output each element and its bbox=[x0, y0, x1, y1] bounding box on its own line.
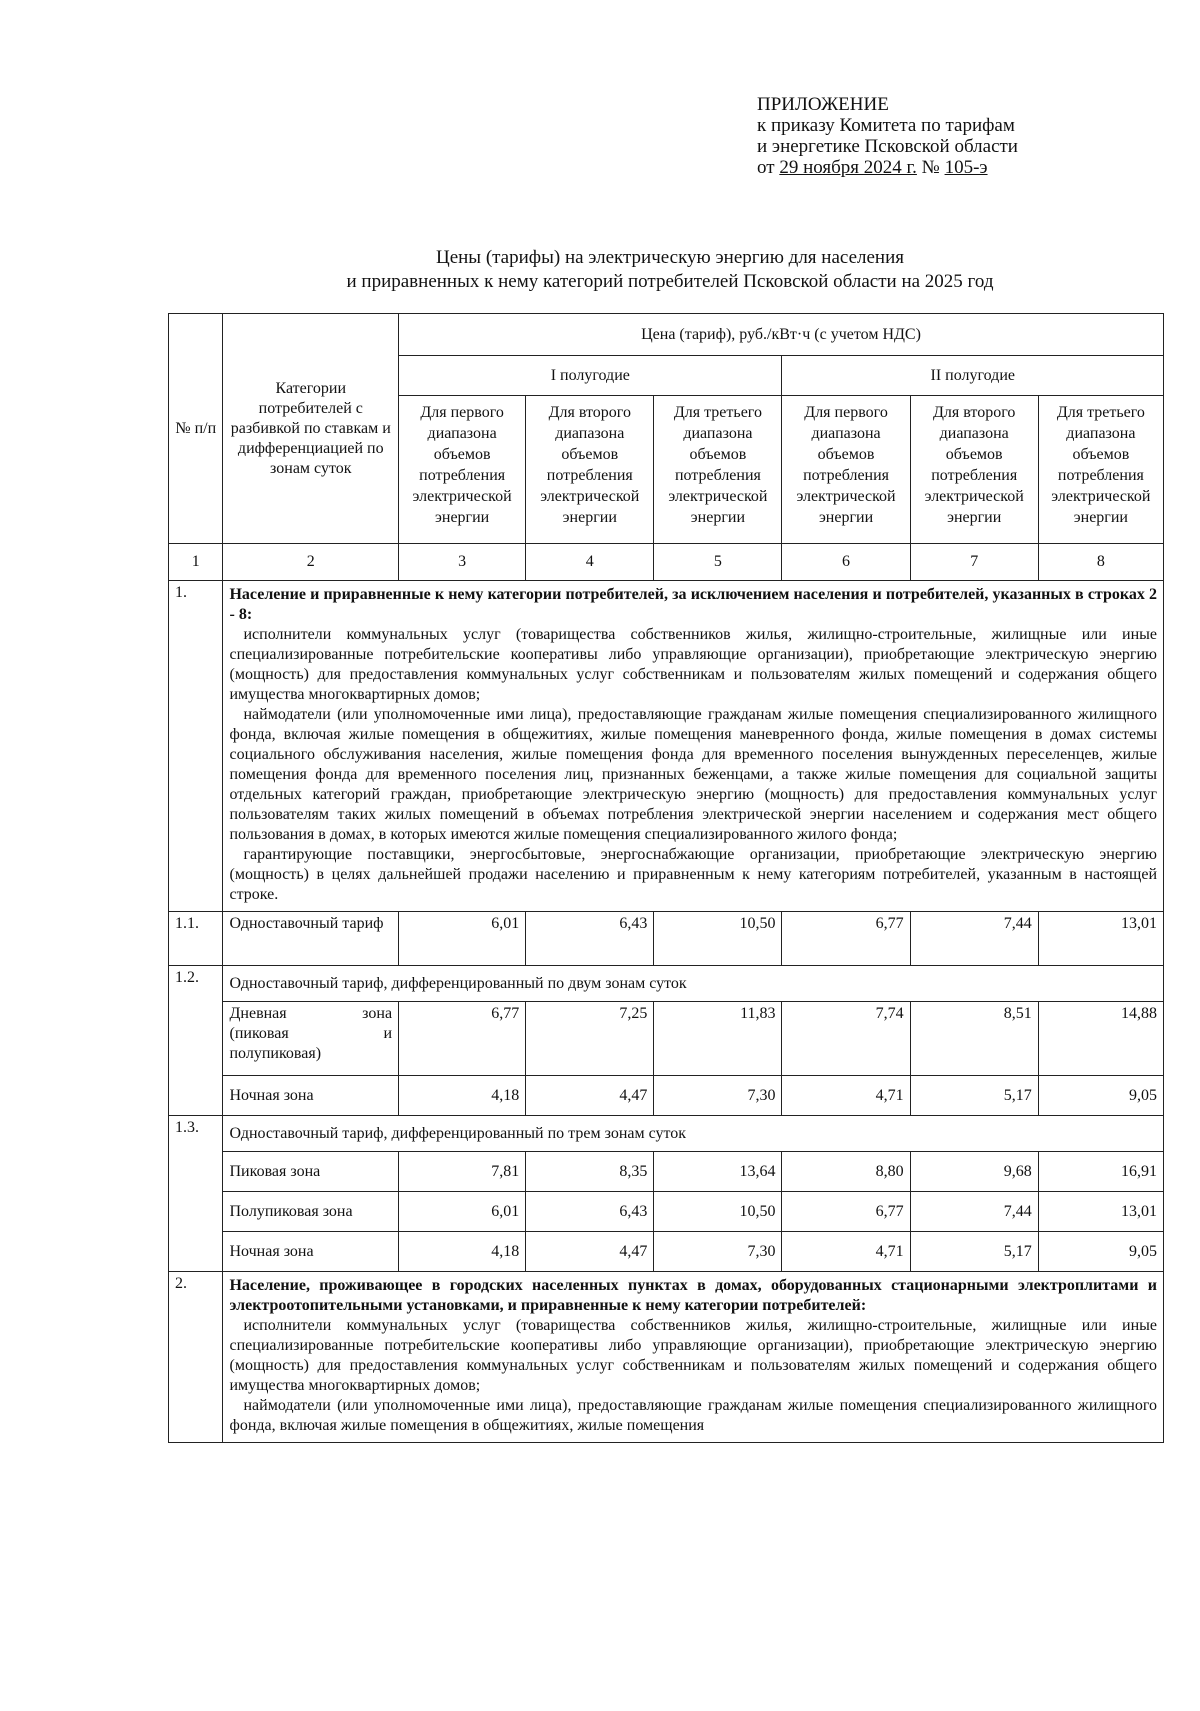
appendix-block bbox=[757, 94, 1057, 178]
appendix-title: ПРИЛОЖЕНИЕ bbox=[757, 94, 889, 115]
tariff-value: 6,43 bbox=[526, 912, 654, 966]
column-number: 4 bbox=[526, 544, 654, 581]
tariff-value: 14,88 bbox=[1038, 1002, 1163, 1076]
header-category: Категории потребителей с разбивкой по ставкам и дифференциацией по зонам суток bbox=[223, 314, 399, 544]
tariff-value: 10,50 bbox=[654, 1192, 782, 1232]
header-col-4: Для второго диапазона объемов потребления электрической энергии bbox=[526, 396, 654, 544]
table-row bbox=[169, 966, 1164, 1002]
label-part: зона bbox=[362, 1005, 393, 1022]
row-label: Одноставочный тариф bbox=[223, 912, 399, 966]
header-no: № п/п bbox=[169, 314, 223, 544]
section-1-paragraph: исполнители коммунальных услуг (товарищества собственников жилья, жилищно-строительные, жилищные или иные специализированные потребительские кооперативы либо управляющие организации), приобретающие электрическую энергию (мощность) для предоставления коммунальных услуг собственникам и пользователям жилых помещений и содержания общего имущества многоквартирных домов; bbox=[229, 626, 1157, 703]
header-col-6: Для первого диапазона объемов потребления электрической энергии bbox=[782, 396, 910, 544]
column-number: 7 bbox=[910, 544, 1038, 581]
column-number: 2 bbox=[223, 544, 399, 581]
peak-zone-label: Пиковая зона bbox=[223, 1152, 399, 1192]
tariff-value: 7,44 bbox=[910, 912, 1038, 966]
section-1-heading: Население и приравненные к нему категории потребителей, за исключением населения и потребителей, указанных в строках 2 - 8: bbox=[229, 586, 1157, 623]
tariff-value: 7,30 bbox=[654, 1076, 782, 1116]
tariff-value: 8,80 bbox=[782, 1152, 910, 1192]
column-number: 6 bbox=[782, 544, 910, 581]
section-2-heading: Население, проживающее в городских населенных пунктах в домах, оборудованных стационарными электроплитами и электроотопительными установками, и приравненные к нему категории потребителей: bbox=[229, 1277, 1157, 1314]
title-line-2: и приравненных к нему категорий потребителей Псковской области на 2025 год bbox=[346, 271, 994, 292]
tariff-value: 7,30 bbox=[654, 1232, 782, 1272]
half-peak-zone-label: Полупиковая зона bbox=[223, 1192, 399, 1232]
table-row bbox=[169, 1116, 1164, 1152]
day-zone-label bbox=[223, 1002, 399, 1076]
tariff-value: 4,71 bbox=[782, 1076, 910, 1116]
tariff-value: 6,77 bbox=[782, 1192, 910, 1232]
tariff-value: 9,05 bbox=[1038, 1076, 1163, 1116]
tariff-value: 4,18 bbox=[399, 1076, 526, 1116]
row-number: 2. bbox=[169, 1272, 223, 1443]
section-1-row bbox=[169, 581, 1164, 912]
tariff-value: 13,01 bbox=[1038, 912, 1163, 966]
header-col-3: Для первого диапазона объемов потребления электрической энергии bbox=[399, 396, 526, 544]
table-row bbox=[169, 1232, 1164, 1272]
appendix-date-line bbox=[757, 157, 1057, 178]
table-row bbox=[169, 912, 1164, 966]
column-number: 3 bbox=[399, 544, 526, 581]
table-row bbox=[169, 1002, 1164, 1076]
tariff-value: 4,47 bbox=[526, 1232, 654, 1272]
number-prefix: № bbox=[916, 157, 945, 178]
tariff-value: 8,51 bbox=[910, 1002, 1038, 1076]
tariff-value: 7,74 bbox=[782, 1002, 910, 1076]
appendix-line-2: и энергетике Псковской области bbox=[757, 136, 1018, 157]
tariff-value: 4,47 bbox=[526, 1076, 654, 1116]
tariff-value: 4,18 bbox=[399, 1232, 526, 1272]
tariff-value: 8,35 bbox=[526, 1152, 654, 1192]
tariff-value: 6,01 bbox=[399, 912, 526, 966]
header-price: Цена (тариф), руб./кВт·ч (с учетом НДС) bbox=[399, 314, 1164, 356]
tariff-value: 7,44 bbox=[910, 1192, 1038, 1232]
appendix-line-1: к приказу Комитета по тарифам bbox=[757, 115, 1015, 136]
section-2-paragraph: исполнители коммунальных услуг (товарищества собственников жилья, жилищно-строительные, жилищные или иные специализированные потребительские кооперативы либо управляющие организации), приобретающие электрическую энергию (мощность) для предоставления коммунальных услуг собственникам и пользователям жилых помещений и содержания общего имущества многоквартирных домов; bbox=[229, 1317, 1157, 1394]
tariff-value: 10,50 bbox=[654, 912, 782, 966]
header-half-2: II полугодие bbox=[782, 356, 1164, 396]
section-1-paragraph: наймодатели (или уполномоченные ими лица), предоставляющие гражданам жилые помещения специализированного жилищного фонда, включая жилые помещения в общежитиях, жилые помещения маневренного фонда, жилые помещения в домах системы социального обслуживания населения, жилые помещения фонда для временного поселения вынужденных переселенцев, жилые помещения фонда для временного поселения лиц, признанных беженцами, а также жилые помещения для социальной защиты отдельных категорий граждан, приобретающие электрическую энергию (мощность) для предоставления коммунальных услуг пользователям таких жилых помещений в объемах потребления электрической энергии населением и содержания мест общего пользования в домах, в которых имеются жилые помещения специализированного жилого фонда; bbox=[229, 706, 1157, 843]
tariff-table bbox=[168, 313, 1164, 1443]
tariff-value: 5,17 bbox=[910, 1076, 1038, 1116]
title-line-1: Цены (тарифы) на электрическую энергию для населения bbox=[435, 247, 904, 268]
column-number: 1 bbox=[169, 544, 223, 581]
tariff-value: 6,01 bbox=[399, 1192, 526, 1232]
label-part: и bbox=[383, 1025, 393, 1042]
tariff-value: 13,64 bbox=[654, 1152, 782, 1192]
document-title bbox=[170, 246, 1170, 294]
section-1-description bbox=[223, 581, 1164, 912]
night-zone-label: Ночная зона bbox=[223, 1076, 399, 1116]
row-number: 1.1. bbox=[169, 912, 223, 966]
tariff-value: 7,25 bbox=[526, 1002, 654, 1076]
label-part: полупиковая) bbox=[229, 1045, 322, 1062]
section-2-row bbox=[169, 1272, 1164, 1443]
section-2-paragraph: наймодатели (или уполномоченные ими лица), предоставляющие гражданам жилые помещения специализированного жилищного фонда, включая жилые помещения в общежитиях, жилые помещения bbox=[229, 1397, 1157, 1434]
night-zone-label: Ночная зона bbox=[223, 1232, 399, 1272]
table-row bbox=[169, 1192, 1164, 1232]
header-col-7: Для второго диапазона объемов потребления электрической энергии bbox=[910, 396, 1038, 544]
tariff-value: 6,77 bbox=[782, 912, 910, 966]
label-part: (пиковая bbox=[229, 1025, 289, 1042]
column-number: 5 bbox=[654, 544, 782, 581]
row-number: 1.3. bbox=[169, 1116, 223, 1272]
section-2-description bbox=[223, 1272, 1164, 1443]
tariff-value: 5,17 bbox=[910, 1232, 1038, 1272]
tariff-value: 9,68 bbox=[910, 1152, 1038, 1192]
row-number: 1. bbox=[169, 581, 223, 912]
label-part: Дневная bbox=[229, 1005, 287, 1022]
table-row bbox=[169, 1152, 1164, 1192]
column-number: 8 bbox=[1038, 544, 1163, 581]
tariff-value: 11,83 bbox=[654, 1002, 782, 1076]
table-row bbox=[169, 1076, 1164, 1116]
tariff-value: 6,43 bbox=[526, 1192, 654, 1232]
row-label: Одноставочный тариф, дифференцированный по трем зонам суток bbox=[223, 1116, 1164, 1152]
tariff-value: 13,01 bbox=[1038, 1192, 1163, 1232]
date-prefix: от bbox=[757, 157, 780, 178]
order-number: 105-э bbox=[944, 157, 988, 178]
tariff-value: 4,71 bbox=[782, 1232, 910, 1272]
header-half-1: I полугодие bbox=[399, 356, 782, 396]
tariff-value: 7,81 bbox=[399, 1152, 526, 1192]
tariff-value: 6,77 bbox=[399, 1002, 526, 1076]
header-col-5: Для третьего диапазона объемов потребления электрической энергии bbox=[654, 396, 782, 544]
header-col-8: Для третьего диапазона объемов потребления электрической энергии bbox=[1038, 396, 1163, 544]
tariff-value: 16,91 bbox=[1038, 1152, 1163, 1192]
section-1-paragraph: гарантирующие поставщики, энергосбытовые, энергоснабжающие организации, приобретающие электрическую энергию (мощность) в целях дальнейшей продажи населению и приравненным к нему категориям потребителей, указанным в настоящей строке. bbox=[229, 846, 1157, 903]
tariff-value: 9,05 bbox=[1038, 1232, 1163, 1272]
order-date: 29 ноября 2024 г. bbox=[779, 157, 917, 178]
row-number: 1.2. bbox=[169, 966, 223, 1116]
row-label: Одноставочный тариф, дифференцированный по двум зонам суток bbox=[223, 966, 1164, 1002]
